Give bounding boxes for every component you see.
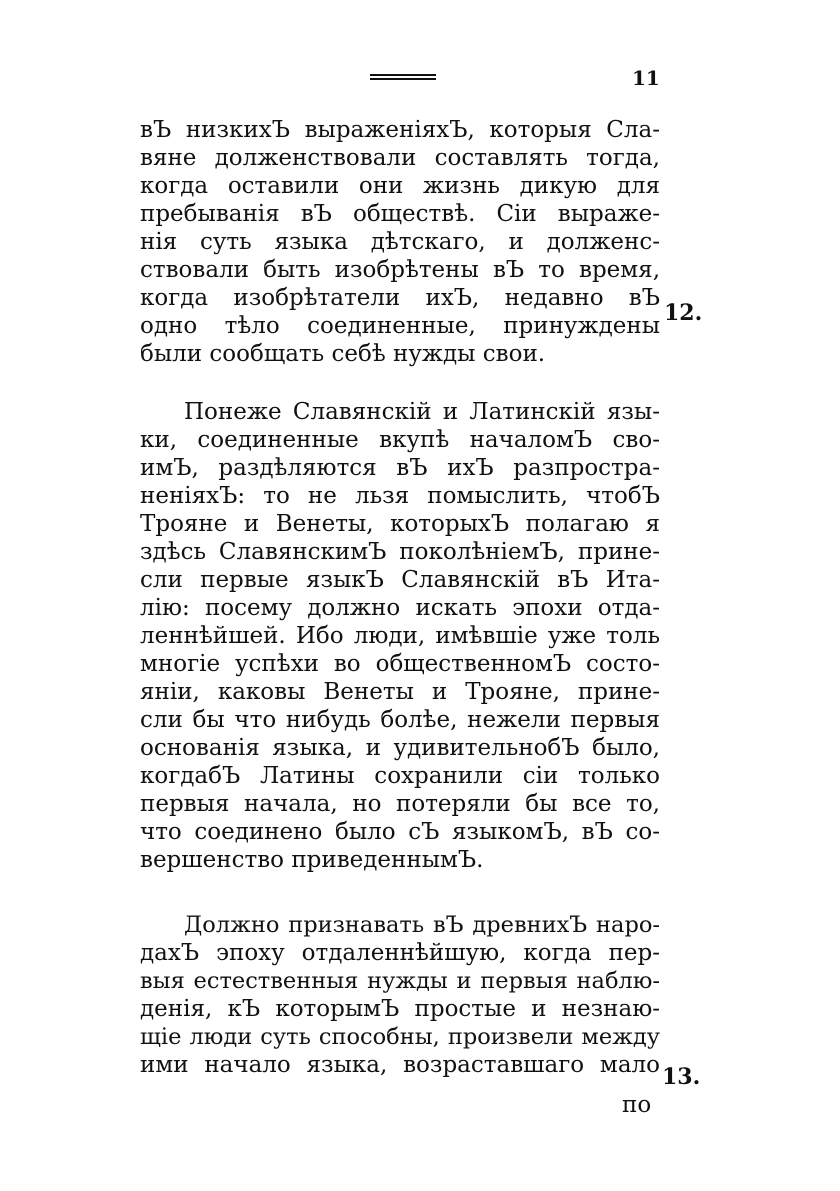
paragraph-2 xyxy=(140,398,660,874)
text-line: вЪ низкихЪ выраженiяхЪ, которыя Сла- xyxy=(140,117,660,143)
text-line: Должно признавать вЪ древнихЪ наро- xyxy=(184,912,660,938)
text-line: многiе успѣхи во общественномЪ состо- xyxy=(140,651,660,677)
text-line: лiю: посему должно искать эпохи отда- xyxy=(140,595,660,621)
text-line: ки, соединенные вкупѣ началомЪ сво- xyxy=(140,427,660,453)
text-line: вяне долженствовали составлять тогда, xyxy=(140,145,660,171)
text-line: Трояне и Венеты, которыхЪ полагаю я xyxy=(140,511,660,537)
paragraph-1 xyxy=(140,116,660,368)
text-line: сли бы что нибудь болѣе, нежели первыя xyxy=(140,707,660,733)
text-line: денiя, кЪ которымЪ простые и незнаю- xyxy=(140,996,660,1022)
text-line: выя естественныя нужды и первыя наблю- xyxy=(140,968,660,994)
text-line: когдабЪ Латины сохранили сiи только xyxy=(140,763,660,789)
text-line: когда изобрѣтатели ихЪ, недавно вЪ xyxy=(140,285,660,311)
text-line: пребыванiя вЪ обществѣ. Сiи выраже- xyxy=(140,201,660,227)
paragraph-3 xyxy=(140,911,660,1079)
text-line: ненiяхЪ: то не льзя помыслить, чтобЪ xyxy=(140,483,660,509)
text-line: основанiя языка, и удивительнобЪ было, xyxy=(140,735,660,761)
text-line: когда оставили они жизнь дикую для xyxy=(140,173,660,199)
text-line: что соединено было сЪ языкомЪ, вЪ со- xyxy=(140,819,660,845)
text-line: ствовали быть изобрѣтены вЪ то время, xyxy=(140,257,660,283)
text-line: сли первые языкЪ Славянскiй вЪ Ита- xyxy=(140,567,660,593)
text-line: янiи, каковы Венеты и Трояне, прине- xyxy=(140,679,660,705)
text-line: ими начало языка, возраставшаго мало xyxy=(140,1052,660,1078)
text-line: дахЪ эпоху отдаленнѣйшую, когда пер- xyxy=(140,940,660,966)
text-line: щiе люди суть способны, произвели между xyxy=(140,1024,660,1050)
text-line: нiя суть языка дѣтскаго, и долженс- xyxy=(140,229,660,255)
text-line: здѣсь СлавянскимЪ поколѣнiемЪ, прине- xyxy=(140,539,660,565)
margin-section-number: 13. xyxy=(662,1064,701,1090)
text-line: Понеже Славянскiй и Латинскiй язы- xyxy=(184,399,660,425)
text-line: одно тѣло соединенные, принуждены xyxy=(140,313,660,339)
margin-section-number: 12. xyxy=(664,300,703,326)
page-number: 11 xyxy=(632,66,660,90)
text-line: имЪ, раздѣляются вЪ ихЪ разпростра- xyxy=(140,455,660,481)
header-rule xyxy=(370,74,436,80)
text-line: вершенство приведеннымЪ. xyxy=(140,847,484,873)
catchword: по xyxy=(622,1092,652,1118)
text-line: леннѣйшей. Ибо люди, имѣвшiе уже толь xyxy=(140,623,660,649)
text-line: были сообщать себѣ нужды свои. xyxy=(140,341,546,367)
text-line: первыя начала, но потеряли бы все то, xyxy=(140,791,660,817)
